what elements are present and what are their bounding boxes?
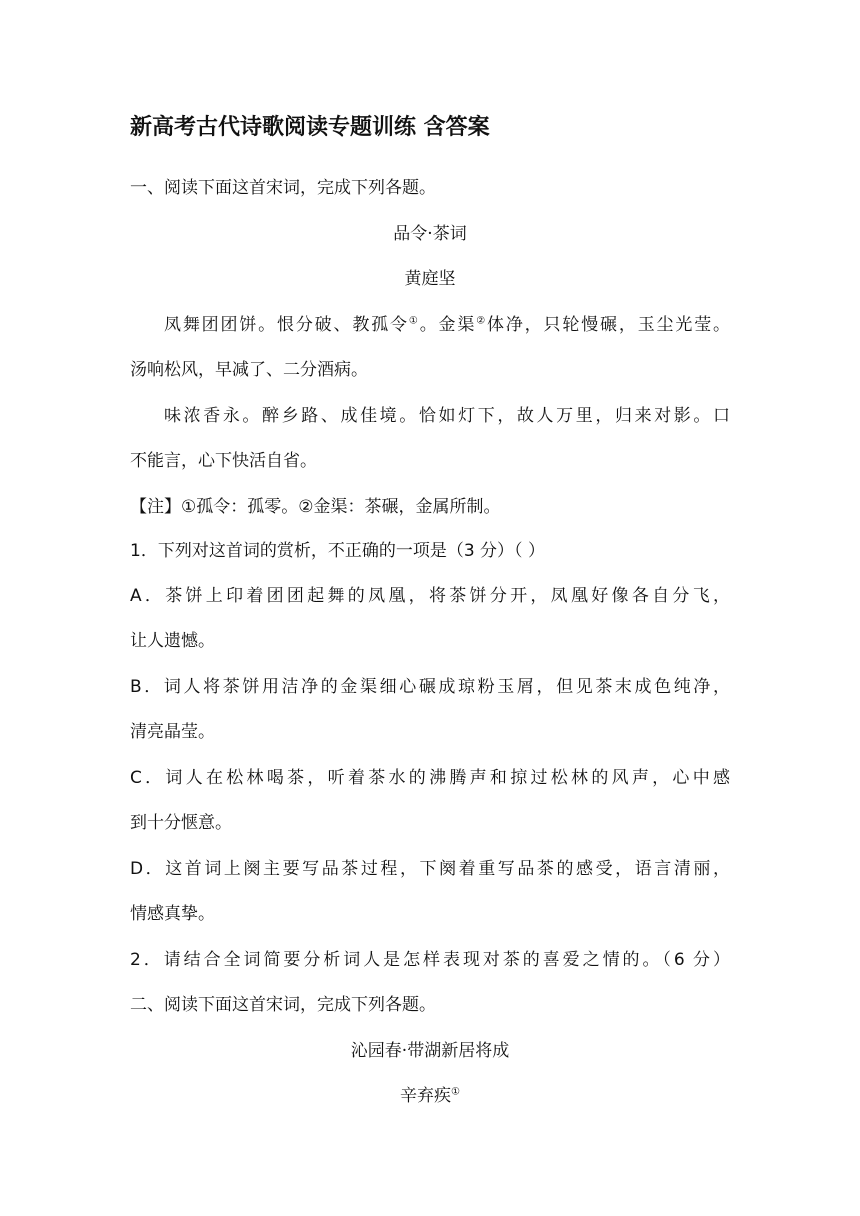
poem2-author [130,1084,730,1108]
poem1-stanza2-line2: 不能言，心下快活自省。 [130,451,317,471]
option-b-line1: B．词人将茶饼用洁净的金渠细心碾成琼粉玉屑，但见茶末成色纯净， [130,677,730,697]
note-mark-2: ② [476,315,488,327]
option-b-line2: 清亮晶莹。 [130,722,215,742]
note-mark-1: ① [408,315,420,327]
poem1-title: 品令·茶词 [393,224,467,244]
option-a-line1: A．茶饼上印着团团起舞的凤凰，将茶饼分开，凤凰好像各自分飞， [130,586,730,606]
poem1-text-a: 凤舞团团饼。恨分破、教孤令 [164,315,409,335]
question-1: 1．下列对这首词的赏析，不正确的一项是（3 分）（ ） [130,541,545,561]
poem1-stanza2-line1: 味浓香永。醉乡路、成佳境。恰如灯下，故人万里，归来对影。口 [164,406,730,426]
poem2-author-name: 辛弃疾 [400,1086,452,1106]
poem1-stanza1-line1 [130,313,730,337]
option-d-line2: 情感真挚。 [130,904,215,924]
option-c-line2: 到十分惬意。 [130,813,232,833]
option-d-line1: D．这首词上阕主要写品茶过程，下阕着重写品茶的感受，语言清丽， [130,859,730,879]
option-c-line1: C．词人在松林喝茶，听着茶水的沸腾声和掠过松林的风声，心中感 [130,768,730,788]
poem1-author: 黄庭坚 [404,269,456,289]
question-2: 2．请结合全词简要分析词人是怎样表现对茶的喜爱之情的。（6 分） [130,950,730,970]
poem1-note: 【注】①孤令：孤零。②金渠：茶碾，金属所制。 [130,497,501,517]
author-note-mark: ① [451,1086,460,1098]
document-title: 新高考古代诗歌阅读专题训练 含答案 [130,115,490,140]
poem1-text-c: 体净，只轮慢碾，玉尘光莹。 [487,315,731,335]
poem2-title: 沁园春·带湖新居将成 [350,1041,510,1061]
option-a-line2: 让人遗憾。 [130,631,215,651]
poem1-text-b: 。金渠 [419,315,477,335]
section2-heading: 二、阅读下面这首宋词，完成下列各题。 [130,995,436,1015]
poem1-stanza1-line2: 汤响松风，早减了、二分酒病。 [130,360,368,380]
section1-heading: 一、阅读下面这首宋词，完成下列各题。 [130,178,436,198]
